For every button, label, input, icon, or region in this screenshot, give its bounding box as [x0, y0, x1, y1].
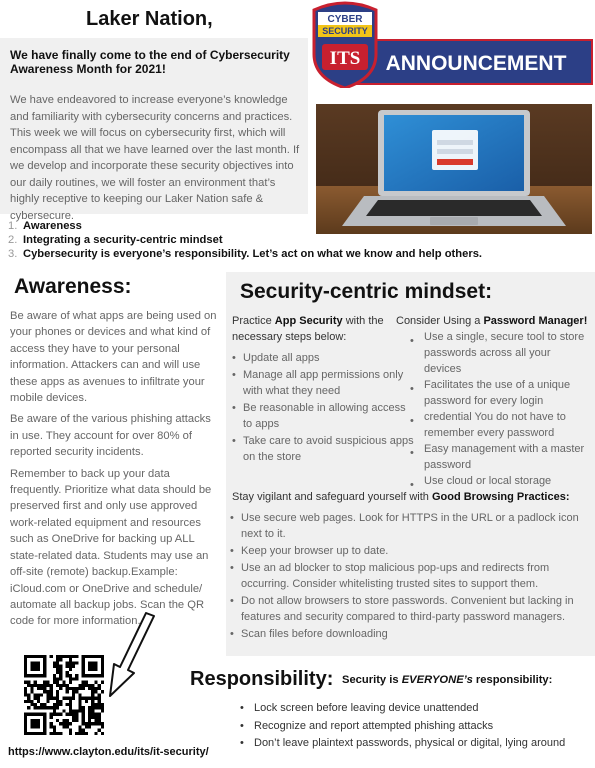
list-item: • Use an ad blocker to stop malicious pop-ups and redirects from occurring. Consider whitelisting trusted sites to support them. [230, 560, 590, 592]
awareness-title: Awareness: [14, 275, 132, 298]
list-item: • Use secure web pages. Look for HTTPS in the URL or a padlock icon next to it. [230, 510, 590, 542]
responsibility-title: Responsibility: [190, 668, 334, 690]
list-item: • Do not allow browsers to store passwords. Convenient but lacking in features and security compared to third-party password managers. [230, 593, 590, 625]
intro-body: We have endeavored to increase everyone’s knowledge and familiarity with cybersecurity concerns and practices. This week we will focus on cybersecurity first, which will encompass all that we have learned over the last month. If we develop and incorporate these security objectives into our daily routines, we will foster an environment that’s highly receptive to keeping our Laker Nation safe & cybersecure. [10, 94, 300, 222]
list-item: • Be reasonable in allowing access to apps [232, 400, 414, 432]
list-item: • Use a single, secure tool to store passwords across all your devices [410, 329, 590, 377]
list-item: • Recognize and report attempted phishing attacks [240, 718, 565, 736]
list-item: • Use cloud or local storage [410, 473, 590, 489]
list-item: • Scan files before downloading [230, 626, 590, 642]
browsing-intro: Stay vigilant and safeguard yourself with Good Browsing Practices: [232, 491, 570, 503]
arrow-icon [104, 612, 160, 702]
app-security-intro: Practice App Security with the necessary steps below: [232, 315, 384, 343]
list-item: • Facilitates the use of a unique password for every login [410, 377, 590, 409]
announcement-text: ANNOUNCEMENT [385, 52, 567, 75]
list-item: • Update all apps [232, 350, 414, 366]
list-item: 3. Cybersecurity is everyone’s responsibility. Let’s act on what we know and help others. [8, 247, 483, 260]
list-item: • Don’t leave plaintext passwords, physical or digital, lying around [240, 735, 565, 753]
greeting: Laker Nation, [86, 8, 213, 30]
list-item: • Easy management with a master password [410, 441, 590, 473]
list-item: 1. Awareness [8, 220, 82, 232]
list-item: • Lock screen before leaving device unattended [240, 700, 565, 718]
login-button [437, 159, 473, 165]
list-item: • Take care to avoid suspicious apps on the store [232, 433, 414, 465]
qr-code-icon[interactable] [24, 655, 104, 735]
awareness-paragraph: Remember to back up your data frequently. Prioritize what data should be preserved first and only use approved work-related equipment and resources such as OneDrive for backing up ALL state-related data. Students may use an off-site (remote) backup.Example: iCloud.com or OneDrive and schedule/ automate all backup jobs. Scan the QR code for more information. [10, 467, 212, 628]
browsing-list [230, 510, 590, 643]
list-item: 2. Integrating a security-centric mindset [8, 233, 223, 246]
security-title: Security-centric mindset: [240, 280, 493, 303]
password-manager-list [410, 329, 590, 489]
list-item: • credential You do not have to remember every password [410, 409, 590, 441]
responsibility-subtitle: Security is EVERYONE’s responsibility: [342, 674, 553, 686]
its-cybersecurity-announcement-logo [312, 0, 594, 88]
responsibility-list [240, 700, 565, 753]
list-item: • Manage all app permissions only with what they need [232, 367, 414, 399]
svg-text:CYBER: CYBER [327, 14, 363, 25]
security-url-link[interactable]: https://www.clayton.edu/its/it-security/ [8, 746, 209, 758]
laptop-login-photo [316, 104, 592, 234]
awareness-paragraph: Be aware of what apps are being used on your phones or devices and what kind of access they have to your personal information. Attackers can and will use these apps as avenues to infiltrate your mobile devices. [10, 310, 217, 405]
svg-text:ITS: ITS [329, 48, 361, 69]
awareness-body [10, 308, 218, 635]
list-item: • Keep your browser up to date. [230, 543, 590, 559]
svg-text:SECURITY: SECURITY [322, 26, 368, 36]
password-manager-intro: Consider Using a Password Manager! [396, 315, 588, 327]
objectives-list [8, 220, 482, 261]
app-security-list [232, 350, 414, 466]
awareness-paragraph: Be aware of the various phishing attacks in use. They account for over 80% of reported security incidents. [10, 413, 211, 459]
intro-heading: We have finally come to the end of Cybersecurity Awareness Month for 2021! [10, 48, 290, 76]
